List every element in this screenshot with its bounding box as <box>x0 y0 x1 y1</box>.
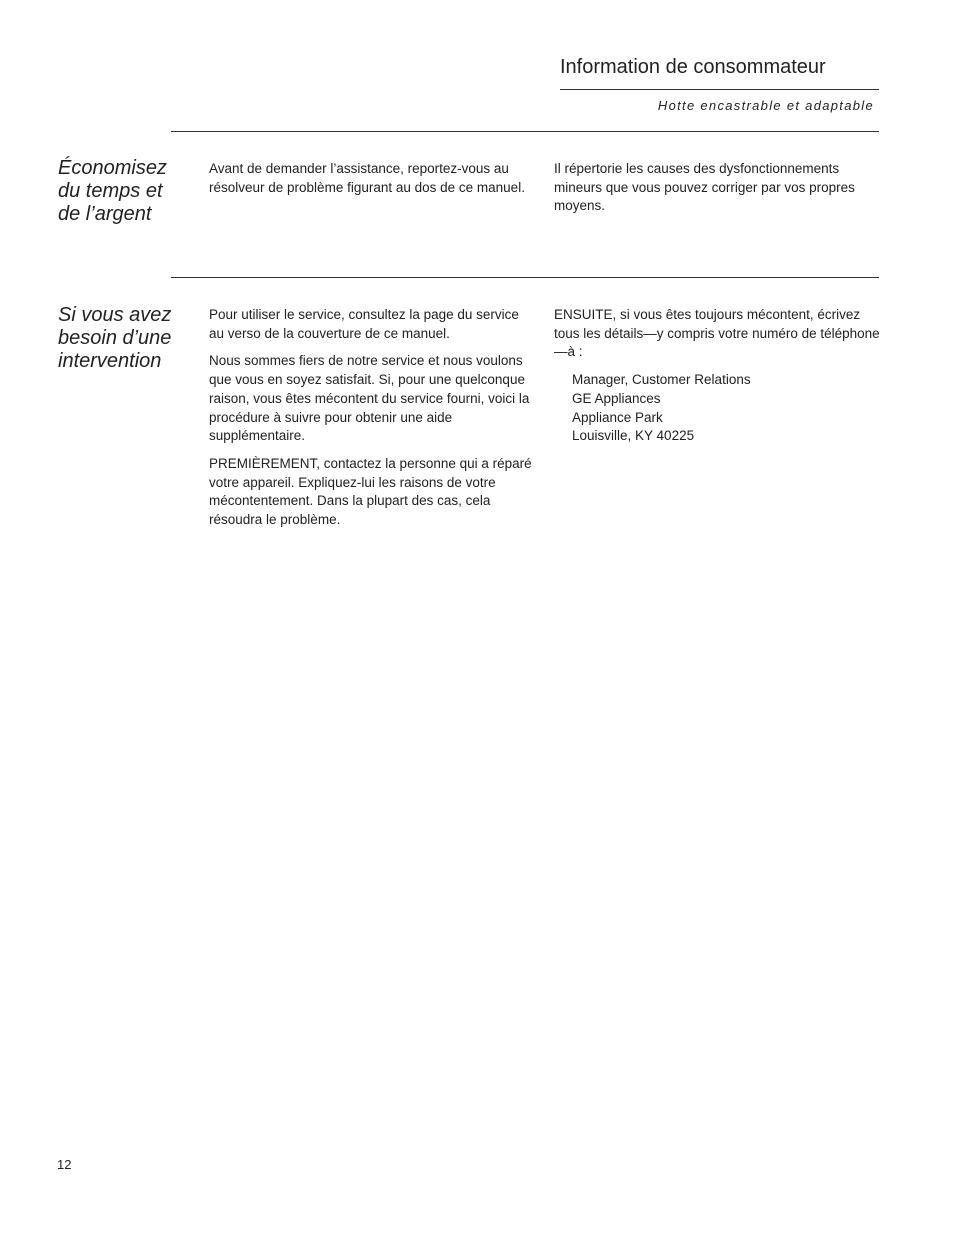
section-right-column <box>554 160 886 225</box>
section-heading: Économisez du temps et de l’argent <box>58 157 167 225</box>
section-left-column <box>209 160 537 206</box>
header-subtitle: Hotte encastrable et adaptable <box>657 98 874 113</box>
paragraph: PREMIÈREMENT, contactez la personne qui a réparé votre appareil. Expliquez-lui les raisons de votre mécontentement. Dans la plupart des cas, cela résoudra le problème. <box>209 455 532 528</box>
section-left-column <box>209 306 537 539</box>
header-title: Information de consommateur <box>560 56 826 78</box>
paragraph: Pour utiliser le service, consultez la page du service au verso de la couverture de ce manuel. <box>209 307 519 341</box>
header-divider <box>560 89 879 90</box>
paragraph: Avant de demander l’assistance, reportez-vous au résolveur de problème figurant au dos de ce manuel. <box>209 161 525 195</box>
paragraph: ENSUITE, si vous êtes toujours mécontent, écrivez tous les détails—y compris votre numéro de téléphone—à : <box>554 307 880 360</box>
page-number: 12 <box>57 1157 72 1172</box>
address-line: Manager, Customer Relations <box>572 372 751 388</box>
section-divider <box>171 277 879 278</box>
section-divider <box>171 131 879 132</box>
address-line: Louisville, KY 40225 <box>572 428 695 444</box>
address-line: Appliance Park <box>572 409 663 425</box>
address-line: GE Appliances <box>572 390 661 406</box>
paragraph: Il répertorie les causes des dysfonctionnements mineurs que vous pouvez corriger par vos propres moyens. <box>554 161 855 214</box>
section-heading: Si vous avez besoin d’une intervention <box>58 304 172 372</box>
section-right-column <box>554 306 886 446</box>
paragraph: Nous sommes fiers de notre service et nous voulons que vous en soyez satisfait. Si, pour une quelconque raison, vous êtes mécontent du service fourni, voici la procédure à suivre pour obtenir une aide supplémentaire. <box>209 353 530 444</box>
mailing-address <box>572 371 886 446</box>
